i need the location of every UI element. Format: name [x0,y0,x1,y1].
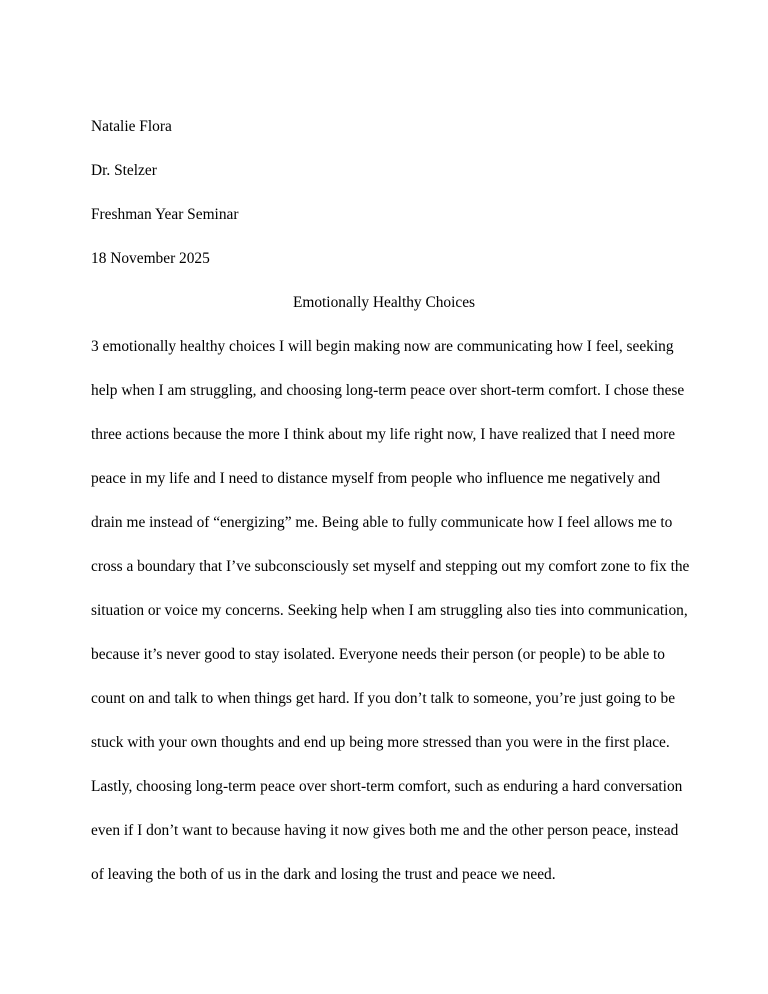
body-line: help when I am struggling, and choosing long-term peace over short-term comfort. I chose these [91,382,685,399]
body-line: count on and talk to when things get hard. If you don’t talk to someone, you’re just going to be [91,690,676,707]
document-date: 18 November 2025 [91,250,210,267]
body-line: drain me instead of “energizing” me. Being able to fully communicate how I feel allows me to [91,514,673,531]
body-line: cross a boundary that I’ve subconsciously set myself and stepping out my comfort zone to fix the [91,558,690,575]
body-line: situation or voice my concerns. Seeking help when I am struggling also ties into communication, [91,602,688,619]
body-line: 3 emotionally healthy choices I will begin making now are communicating how I feel, seeking [91,338,674,355]
body-line: Lastly, choosing long-term peace over short-term comfort, such as enduring a hard conversation [91,778,683,795]
instructor-name: Dr. Stelzer [91,162,157,179]
document-title: Emotionally Healthy Choices [292,294,476,311]
body-line: stuck with your own thoughts and end up being more stressed than you were in the first place. [91,734,670,751]
body-line: peace in my life and I need to distance myself from people who influence me negatively and [91,470,661,487]
student-name: Natalie Flora [91,118,172,135]
body-line: even if I don’t want to because having it now gives both me and the other person peace, instead [91,822,679,839]
course-name: Freshman Year Seminar [91,206,239,223]
body-line: of leaving the both of us in the dark and losing the trust and peace we need. [91,866,556,883]
body-line: three actions because the more I think about my life right now, I have realized that I need more [91,426,676,443]
body-line: because it’s never good to stay isolated. Everyone needs their person (or people) to be able to [91,646,665,663]
